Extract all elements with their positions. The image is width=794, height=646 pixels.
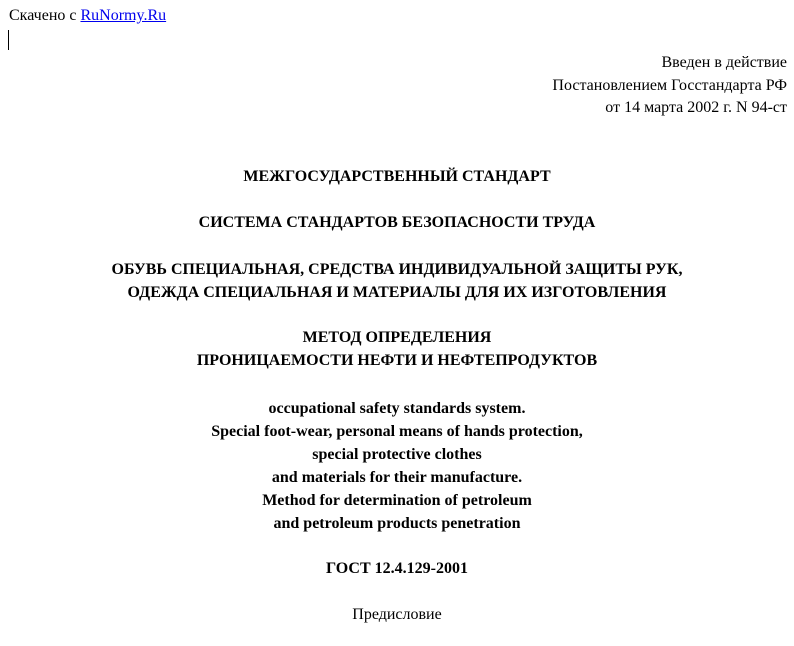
source-prefix: Скачено с [9, 7, 81, 24]
enactment-line: Введен в действие [661, 54, 787, 71]
method-line: МЕТОД ОПРЕДЕЛЕНИЯ [302, 329, 492, 346]
enactment-line: от 14 марта 2002 г. N 94-ст [605, 99, 787, 116]
subject-title [0, 258, 794, 304]
enactment-line: Постановлением Госстандарта РФ [552, 76, 787, 94]
runormy-link[interactable]: RuNormy.Ru [80, 7, 167, 24]
subject-line: ОДЕЖДА СПЕЦИАЛЬНАЯ И МАТЕРИАЛЫ ДЛЯ ИХ ИЗГОТОВЛЕНИЯ [127, 284, 667, 301]
english-line: Special foot-wear, personal means of hands protection, [211, 423, 583, 440]
source-line [9, 6, 166, 26]
text-cursor [8, 30, 9, 50]
method-line: ПРОНИЦАЕМОСТИ НЕФТИ И НЕФТЕПРОДУКТОВ [196, 352, 598, 369]
gost-number: ГОСТ 12.4.129-2001 [326, 560, 468, 577]
system-title: СИСТЕМА СТАНДАРТОВ БЕЗОПАСНОСТИ ТРУДА [198, 214, 596, 231]
english-line: special protective clothes [312, 446, 482, 463]
english-line: and petroleum products penetration [273, 515, 521, 532]
english-title [0, 397, 794, 535]
english-line: occupational safety standards system. [268, 400, 526, 417]
english-line: and materials for their manufacture. [271, 469, 523, 486]
method-title [0, 326, 794, 372]
english-line: Method for determination of petroleum [262, 492, 532, 509]
subject-line: ОБУВЬ СПЕЦИАЛЬНАЯ, СРЕДСТВА ИНДИВИДУАЛЬНОЙ ЗАЩИТЫ РУК, [111, 261, 683, 278]
document-type-title: МЕЖГОСУДАРСТВЕННЫЙ СТАНДАРТ [243, 168, 551, 185]
foreword-heading: Предисловие [352, 606, 442, 623]
enactment-note [552, 52, 787, 120]
